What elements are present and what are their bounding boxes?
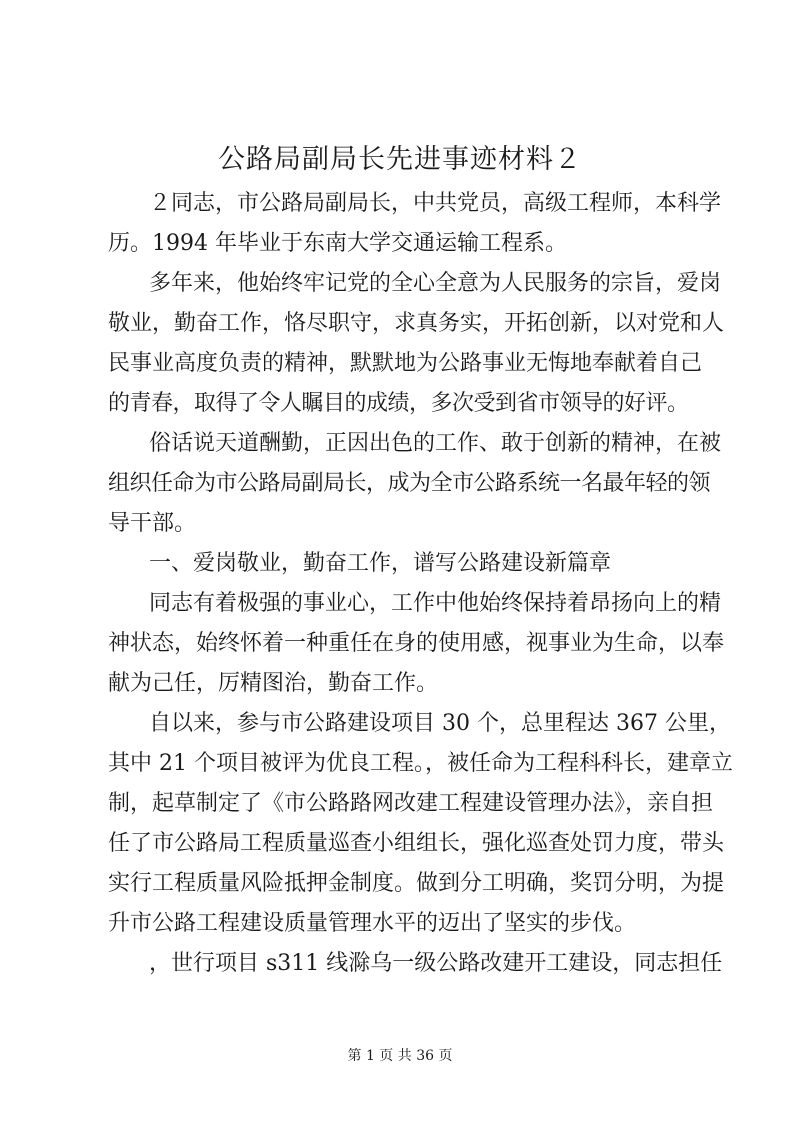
text-line: 历。1994 年毕业于东南大学交通运输工程系。: [108, 231, 567, 256]
text-line: 多年来，他始终牢记党的全心全意为人民服务的宗旨，爱岗: [149, 271, 722, 296]
document-body: [108, 184, 733, 984]
page-number-footer: 第 1 页 共 36 页: [347, 1048, 453, 1064]
text-line: 俗话说天道酬勤，正因出色的工作、敢于创新的精神，在被: [149, 431, 722, 456]
text-line: 实行工程质量风险抵押金制度。做到分工明确，奖罚分明，为提: [108, 871, 725, 896]
text-line: 民事业高度负责的精神，默默地为公路事业无悔地奉献着自己: [108, 351, 703, 376]
text-line: 其中 21 个项目被评为优良工程。，被任命为工程科科长，建章立: [108, 751, 733, 776]
text-line: 组织任命为市公路局副局长，成为全市公路系统一名最年轻的领: [108, 471, 711, 496]
section-heading: 一、爱岗敬业，勤奋工作，谱写公路建设新篇章: [149, 551, 612, 576]
text-line: ２同志，市公路局副局长，中共党员，高级工程师，本科学: [149, 191, 722, 216]
document-title: 公路局副局长先进事迹材料２: [218, 144, 582, 175]
text-line: ，世行项目 s311 线滁乌一级公路改建开工建设，同志担任: [149, 951, 723, 976]
text-line: 自以来，参与市公路建设项目 30 个，总里程达 367 公里，: [149, 711, 731, 736]
text-line: 导干部。: [108, 511, 197, 536]
text-line: 献为己任，厉精图治，勤奋工作。: [108, 671, 439, 696]
text-line: 敬业，勤奋工作，恪尽职守，求真务实，开拓创新，以对党和人: [108, 311, 725, 336]
text-line: 同志有着极强的事业心，工作中他始终保持着昂扬向上的精: [149, 591, 722, 616]
text-line: 任了市公路局工程质量巡查小组组长，强化巡查处罚力度，带头: [108, 831, 725, 856]
text-line: 的青春，取得了令人瞩目的成绩，多次受到省市领导的好评。: [108, 391, 689, 416]
text-line: 升市公路工程建设质量管理水平的迈出了坚实的步伐。: [108, 911, 637, 936]
text-line: 神状态，始终怀着一种重任在身的使用感，视事业为生命，以奉: [108, 631, 725, 656]
text-line: 制，起草制定了《市公路路网改建工程建设管理办法》，亲自担: [108, 791, 714, 816]
